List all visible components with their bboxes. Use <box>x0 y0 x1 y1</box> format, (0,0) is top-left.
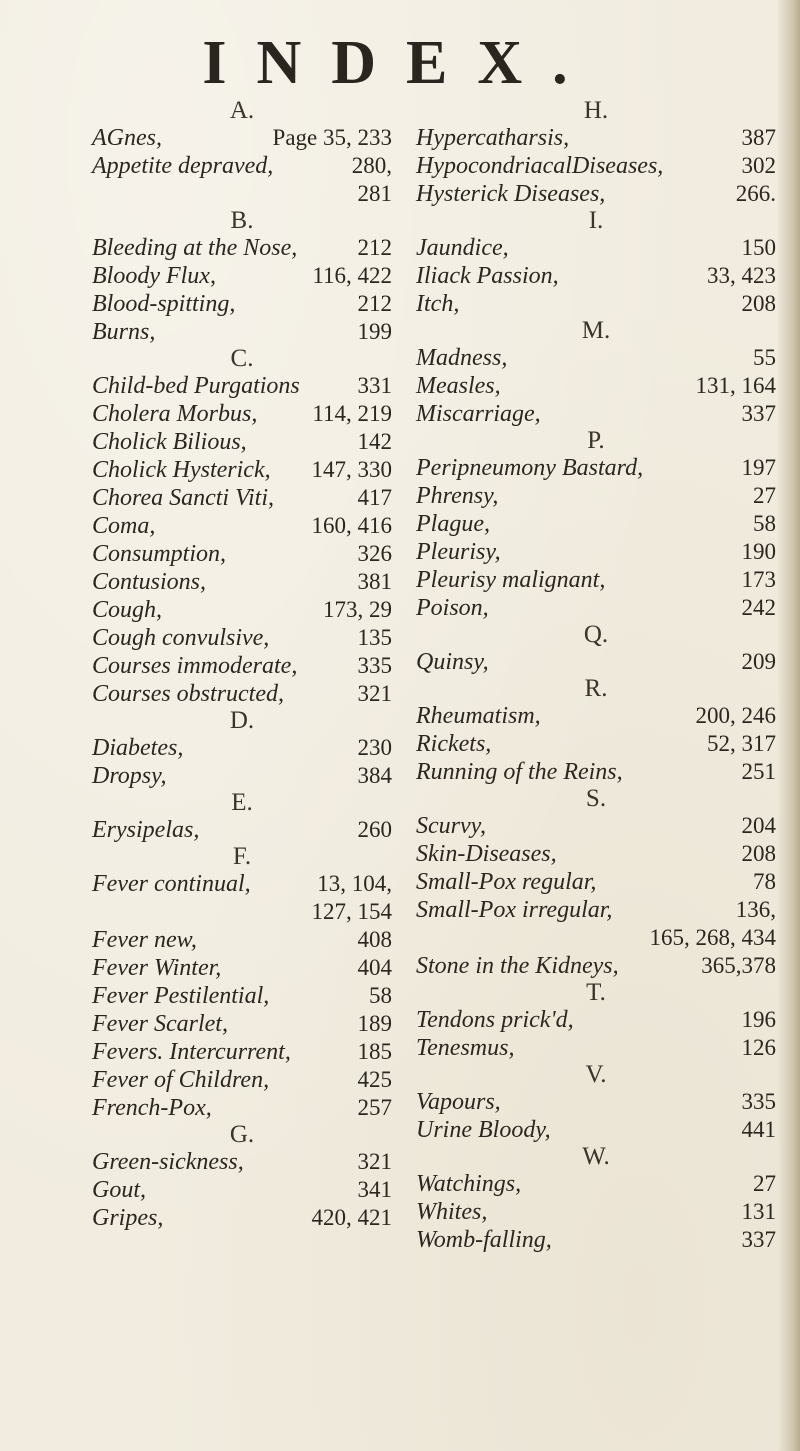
entry-pages: 147, 330 <box>311 457 392 482</box>
entry-pages-continued: 165, 268, 434 <box>649 925 776 950</box>
entry-term: Tenesmus, <box>416 1035 515 1061</box>
entry-term: Contusions, <box>92 569 207 595</box>
entry-term: Dropsy, <box>92 763 167 789</box>
entry-pages: 337 <box>741 1227 776 1252</box>
entry-term: Pleurisy, <box>416 539 501 565</box>
entry-term: French-Pox, <box>92 1095 212 1121</box>
entry-term: Plague, <box>416 511 490 537</box>
index-entry <box>92 870 392 898</box>
entry-term: Hysterick Diseases, <box>416 181 606 207</box>
entry-pages: 417 <box>357 485 392 510</box>
entry-pages: 189 <box>357 1011 392 1036</box>
index-entry <box>92 926 392 954</box>
entry-pages: 114, 219 <box>312 401 392 426</box>
entry-pages: 335 <box>741 1089 776 1114</box>
entry-pages: 335 <box>357 653 392 678</box>
index-entry <box>416 758 776 786</box>
entry-term: Small-Pox regular, <box>416 869 597 895</box>
entry-pages: 420, 421 <box>311 1205 392 1230</box>
entry-term: Watchings, <box>416 1171 522 1197</box>
entry-pages: 384 <box>357 763 392 788</box>
index-entry <box>416 952 776 980</box>
entry-term: Itch, <box>416 291 460 317</box>
entry-term: Womb-falling, <box>416 1227 552 1253</box>
entry-term: Urine Bloody, <box>416 1117 551 1143</box>
entry-term: Fever Winter, <box>92 955 222 981</box>
section-letter: B. <box>230 207 254 234</box>
index-entry <box>416 1088 776 1116</box>
entry-term: Vapours, <box>416 1089 501 1115</box>
entry-term: Fevers. Intercurrent, <box>92 1039 291 1065</box>
entry-pages: 212 <box>357 235 392 260</box>
entry-term: Hypercatharsis, <box>416 125 570 151</box>
entry-term: Consumption, <box>92 541 227 567</box>
entry-pages: 116, 422 <box>312 263 392 288</box>
entry-pages: 337 <box>741 401 776 426</box>
entry-term: Diabetes, <box>92 735 184 761</box>
entry-pages: 242 <box>741 595 776 620</box>
entry-pages: 78 <box>753 869 776 894</box>
entry-pages-continued: 127, 154 <box>311 899 392 924</box>
index-entry <box>416 1116 776 1144</box>
entry-term: Whites, <box>416 1199 488 1225</box>
entry-term: AGnes, <box>92 125 162 151</box>
entry-term: Burns, <box>92 319 156 345</box>
entry-pages: 131, 164 <box>695 373 776 398</box>
index-entry <box>92 290 392 318</box>
entry-pages: 185 <box>357 1039 392 1064</box>
entry-pages: Page 35, 233 <box>272 125 392 150</box>
index-entry <box>92 1010 392 1038</box>
entry-pages: 251 <box>741 759 776 784</box>
index-entry <box>416 1226 776 1254</box>
entry-pages: 404 <box>357 955 392 980</box>
index-entry <box>416 538 776 566</box>
index-entry <box>416 812 776 840</box>
index-entry <box>416 594 776 622</box>
entry-term: Coma, <box>92 513 156 539</box>
index-entry <box>92 512 392 540</box>
entry-term: Courses obstructed, <box>92 681 284 707</box>
index-entry <box>416 868 776 896</box>
entry-pages: 58 <box>753 511 776 536</box>
section-letter: F. <box>232 843 252 870</box>
entry-pages: 208 <box>741 841 776 866</box>
entry-term: Stone in the Kidneys, <box>416 953 619 979</box>
index-entry <box>416 648 776 676</box>
entry-term: Appetite depraved, <box>92 153 274 179</box>
index-entry <box>416 896 776 924</box>
entry-term: Running of the Reins, <box>416 759 623 785</box>
entry-term: Erysipelas, <box>92 817 200 843</box>
entry-pages: 136, <box>735 897 776 922</box>
entry-pages: 13, 104, <box>317 871 392 896</box>
index-entry <box>92 456 392 484</box>
entry-term: HypocondriacalDiseases, <box>416 153 664 179</box>
index-entry <box>92 954 392 982</box>
entry-pages-continued: 281 <box>357 181 392 206</box>
section-letter: S. <box>585 785 607 812</box>
index-entry <box>416 124 776 152</box>
section-letter: C. <box>230 345 254 372</box>
entry-pages: 27 <box>753 483 776 508</box>
index-entry <box>416 510 776 538</box>
section-letter: A. <box>229 97 255 124</box>
entry-pages: 321 <box>357 681 392 706</box>
entry-term: Bloody Flux, <box>92 263 216 289</box>
index-entry <box>92 124 392 152</box>
entry-term: Scurvy, <box>416 813 486 839</box>
entry-term: Skin-Diseases, <box>416 841 557 867</box>
entry-term: Phrensy, <box>416 483 499 509</box>
index-entry <box>416 400 776 428</box>
index-entry <box>416 234 776 262</box>
entry-pages: 257 <box>357 1095 392 1120</box>
index-entry <box>416 344 776 372</box>
entry-term: Cough, <box>92 597 163 623</box>
entry-pages: 199 <box>357 319 392 344</box>
entry-term: Pleurisy malignant, <box>416 567 606 593</box>
index-entry <box>92 262 392 290</box>
entry-term: Jaundice, <box>416 235 509 261</box>
entry-term: Gripes, <box>92 1205 164 1231</box>
index-entry <box>416 1034 776 1062</box>
index-entry <box>92 1148 392 1176</box>
entry-pages: 266. <box>735 181 776 206</box>
index-entry <box>92 1066 392 1094</box>
entry-pages: 27 <box>753 1171 776 1196</box>
entry-pages: 131 <box>741 1199 776 1224</box>
index-entry <box>416 482 776 510</box>
entry-pages: 58 <box>369 983 392 1008</box>
section-letter: V. <box>585 1061 607 1088</box>
entry-term: Chorea Sancti Viti, <box>92 485 274 511</box>
entry-pages: 365,378 <box>701 953 776 978</box>
entry-pages: 173 <box>741 567 776 592</box>
entry-term: Courses immoderate, <box>92 653 298 679</box>
entry-pages: 230 <box>357 735 392 760</box>
index-entry <box>416 702 776 730</box>
entry-pages: 142 <box>357 429 392 454</box>
entry-term: Blood-spitting, <box>92 291 236 317</box>
entry-term: Rickets, <box>416 731 492 757</box>
entry-term: Poison, <box>416 595 489 621</box>
entry-term: Cholera Morbus, <box>92 401 258 427</box>
entry-pages: 197 <box>741 455 776 480</box>
entry-term: Measles, <box>416 373 501 399</box>
index-entry <box>92 982 392 1010</box>
entry-term: Quinsy, <box>416 649 489 675</box>
index-entry <box>416 152 776 180</box>
entry-term: Fever continual, <box>92 871 251 897</box>
index-entry <box>416 454 776 482</box>
index-entry <box>416 180 776 208</box>
left-column <box>92 98 392 1232</box>
entry-pages: 55 <box>753 345 776 370</box>
entry-pages: 260 <box>357 817 392 842</box>
section-letter: I. <box>588 207 604 234</box>
entry-term: Tendons prick'd, <box>416 1007 574 1033</box>
index-entry <box>92 1094 392 1122</box>
entry-pages: 135 <box>357 625 392 650</box>
entry-term: Iliack Passion, <box>416 263 559 289</box>
index-entry <box>92 734 392 762</box>
page-edge <box>778 0 800 1451</box>
entry-pages: 321 <box>357 1149 392 1174</box>
entry-term: Fever Pestilential, <box>92 983 270 1009</box>
entry-pages: 52, 317 <box>707 731 776 756</box>
entry-pages: 200, 246 <box>695 703 776 728</box>
index-entry <box>416 1170 776 1198</box>
entry-pages: 208 <box>741 291 776 316</box>
index-entry <box>416 730 776 758</box>
entry-pages: 341 <box>357 1177 392 1202</box>
entry-pages: 196 <box>741 1007 776 1032</box>
section-letter: Q. <box>583 621 609 648</box>
index-entry <box>92 624 392 652</box>
entry-pages: 280, <box>351 153 392 178</box>
index-entry <box>416 290 776 318</box>
index-entry <box>92 816 392 844</box>
entry-term: Small-Pox irregular, <box>416 897 613 923</box>
index-entry <box>92 152 392 180</box>
index-entry <box>92 1038 392 1066</box>
entry-term: Fever of Children, <box>92 1067 270 1093</box>
index-entry <box>92 484 392 512</box>
entry-term: Fever Scarlet, <box>92 1011 228 1037</box>
entry-term: Madness, <box>416 345 508 371</box>
section-letter: P. <box>587 427 605 454</box>
section-letter: H. <box>583 97 609 124</box>
section-letter: M. <box>581 317 611 344</box>
right-column <box>416 98 776 1254</box>
index-entry <box>416 262 776 290</box>
index-entry <box>92 400 392 428</box>
entry-term: Gout, <box>92 1177 146 1203</box>
section-letter: W. <box>582 1143 610 1170</box>
index-title: INDEX. <box>202 29 598 97</box>
entry-pages: 331 <box>357 373 392 398</box>
index-entry <box>92 1204 392 1232</box>
entry-pages: 160, 416 <box>311 513 392 538</box>
index-entry <box>92 372 392 400</box>
entry-pages: 204 <box>741 813 776 838</box>
index-entry <box>416 840 776 868</box>
index-entry <box>416 1006 776 1034</box>
index-entry <box>92 680 392 708</box>
section-letter: D. <box>229 707 255 734</box>
entry-pages: 387 <box>741 125 776 150</box>
entry-pages: 425 <box>357 1067 392 1092</box>
entry-pages: 33, 423 <box>707 263 776 288</box>
entry-term: Fever new, <box>92 927 197 953</box>
index-entry <box>416 1198 776 1226</box>
entry-pages: 212 <box>357 291 392 316</box>
entry-term: Miscarriage, <box>416 401 541 427</box>
entry-term: Rheumatism, <box>416 703 541 729</box>
entry-pages: 381 <box>357 569 392 594</box>
section-letter: T. <box>586 979 606 1006</box>
entry-pages: 173, 29 <box>323 597 392 622</box>
index-entry <box>92 540 392 568</box>
index-entry <box>92 428 392 456</box>
entry-pages: 209 <box>741 649 776 674</box>
index-entry <box>92 762 392 790</box>
index-entry <box>92 1176 392 1204</box>
index-entry <box>416 566 776 594</box>
index-entry <box>92 318 392 346</box>
entry-term: Child-bed Purgations <box>92 373 300 399</box>
index-entry <box>92 596 392 624</box>
section-letter: E. <box>231 789 253 816</box>
entry-term: Bleeding at the Nose, <box>92 235 298 261</box>
entry-pages: 150 <box>741 235 776 260</box>
entry-pages: 326 <box>357 541 392 566</box>
index-entry <box>92 568 392 596</box>
section-letter: G. <box>229 1121 255 1148</box>
index-entry <box>92 234 392 262</box>
entry-pages: 408 <box>357 927 392 952</box>
entry-pages: 190 <box>741 539 776 564</box>
index-entry <box>416 372 776 400</box>
entry-term: Green-sickness, <box>92 1149 244 1175</box>
entry-term: Cough convulsive, <box>92 625 270 651</box>
entry-term: Cholick Hysterick, <box>92 457 271 483</box>
entry-term: Cholick Bilious, <box>92 429 247 455</box>
section-letter: R. <box>584 675 608 702</box>
entry-pages: 302 <box>741 153 776 178</box>
index-entry <box>92 652 392 680</box>
entry-pages: 441 <box>741 1117 776 1142</box>
entry-term: Peripneumony Bastard, <box>416 455 644 481</box>
entry-pages: 126 <box>741 1035 776 1060</box>
